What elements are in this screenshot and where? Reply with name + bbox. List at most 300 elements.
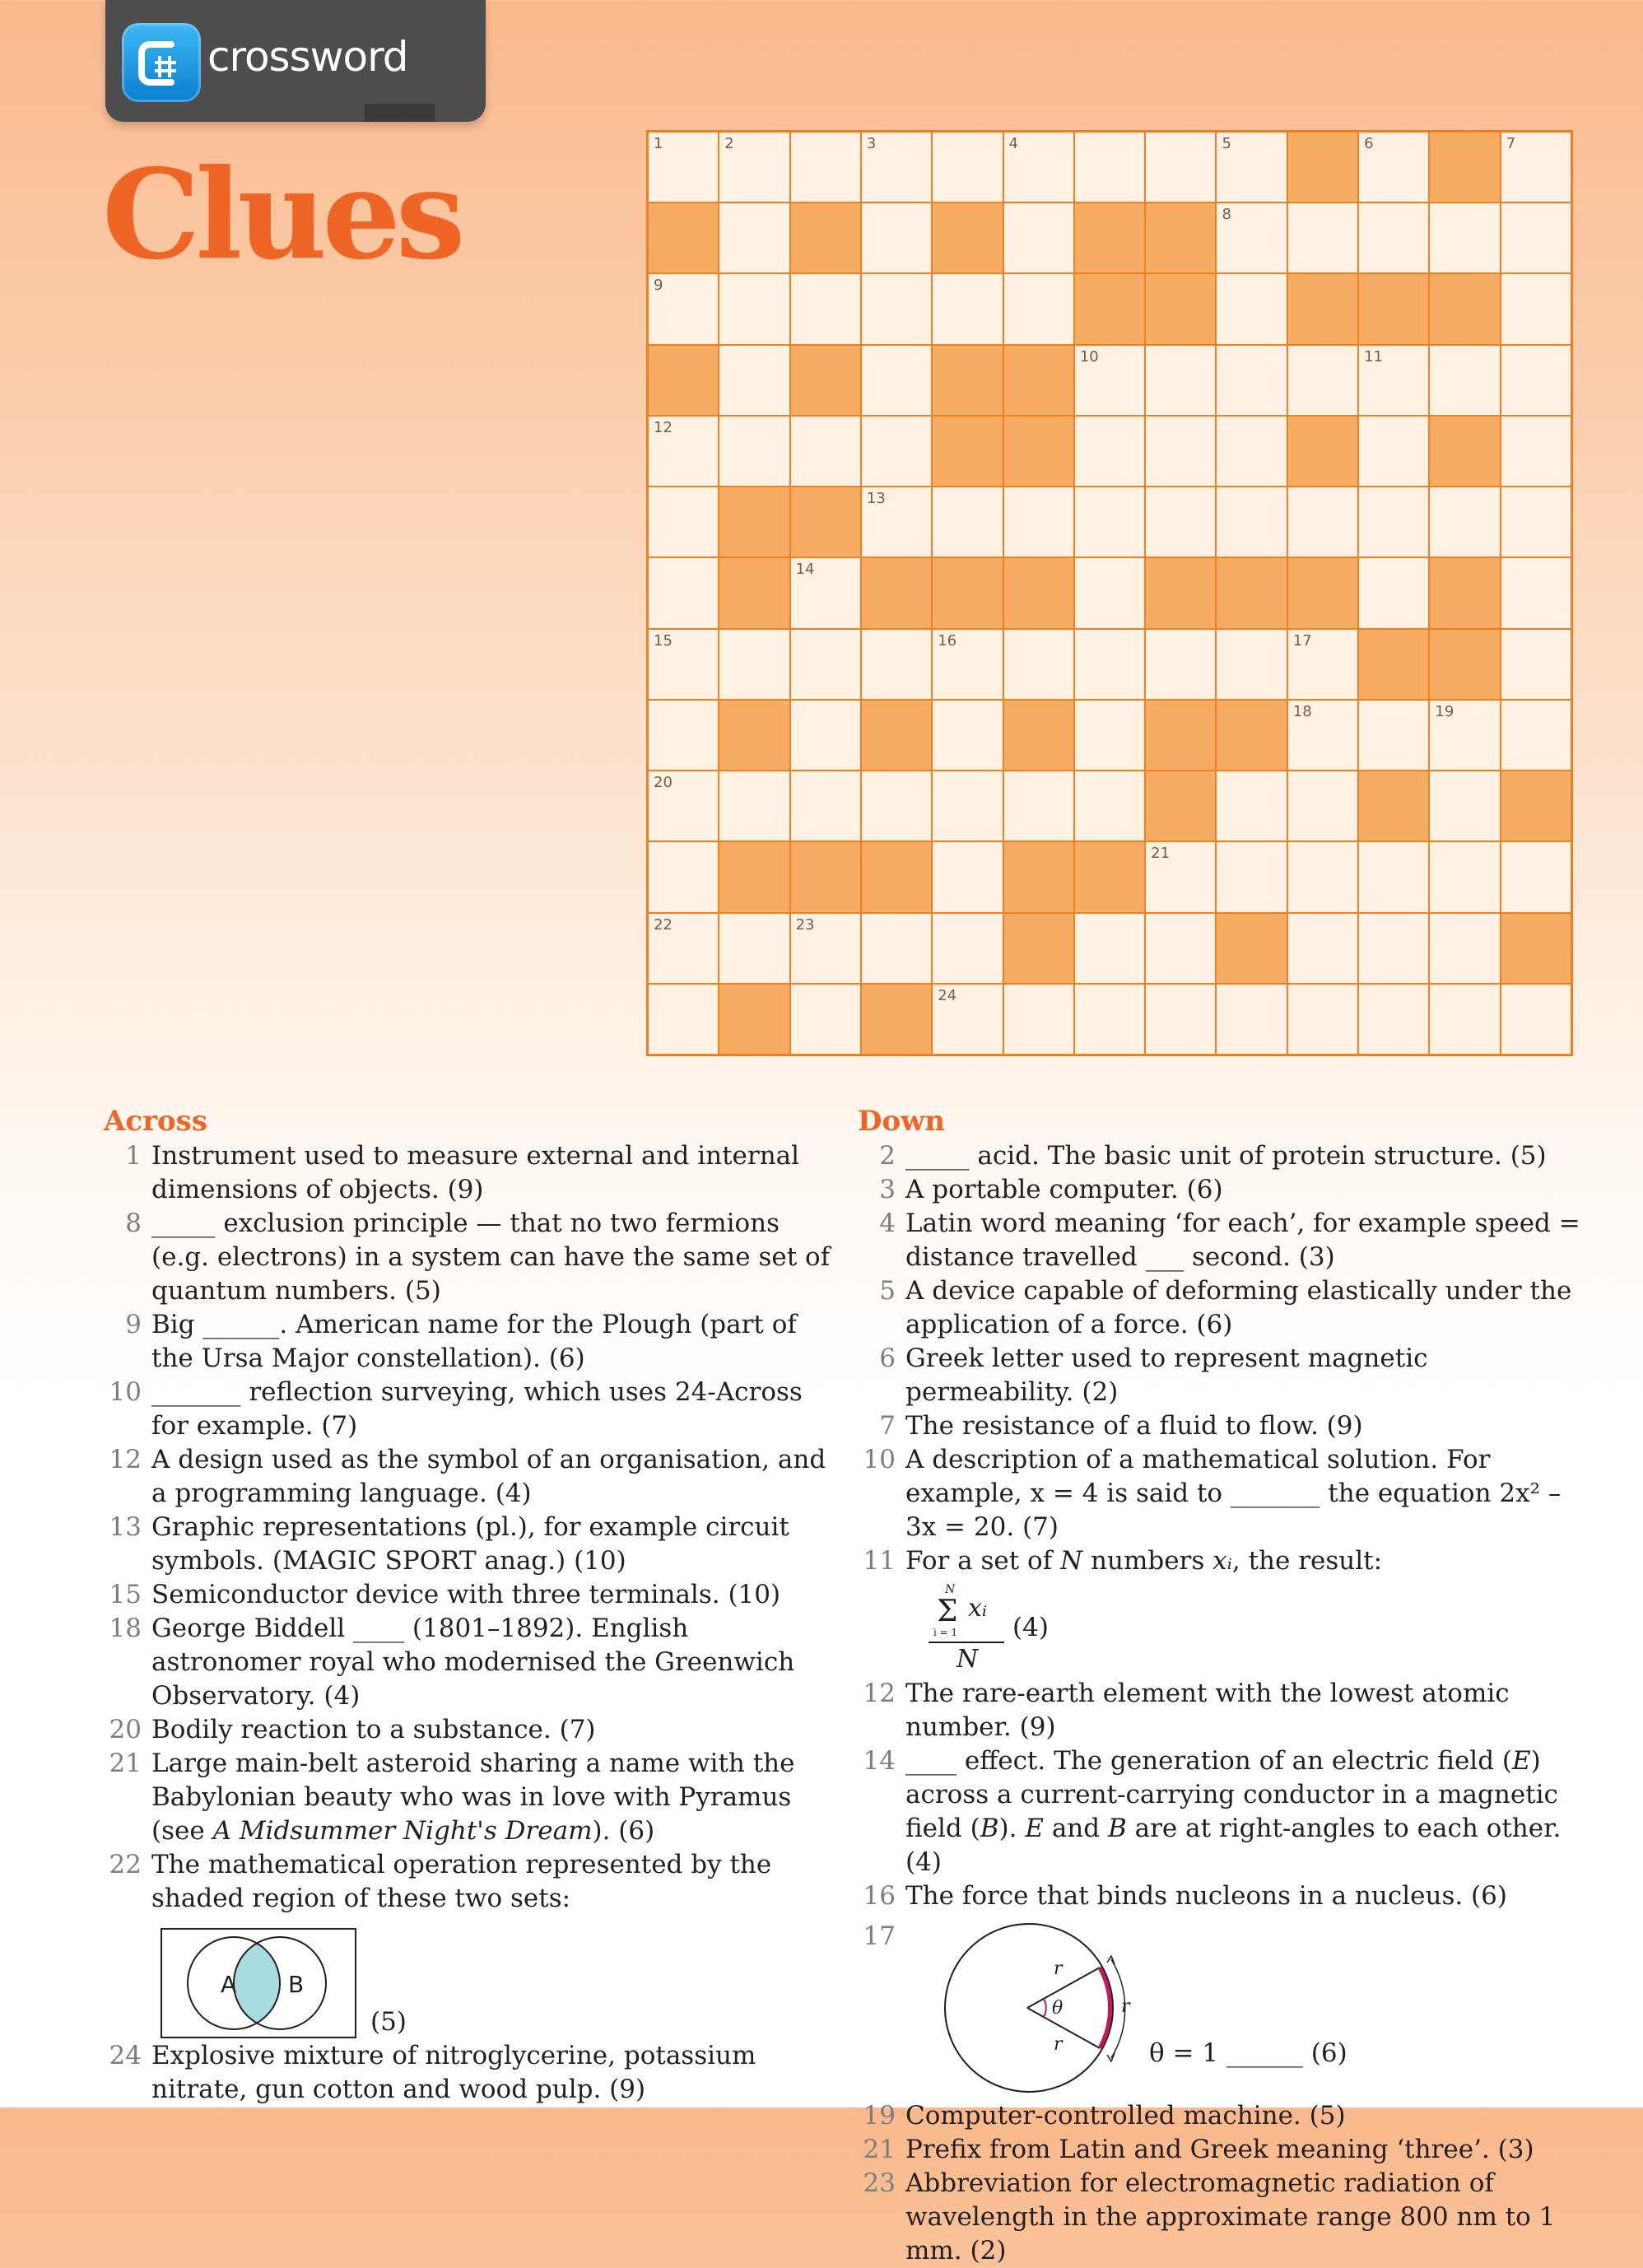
clue-text: Latin word meaning ‘for each’, for example speed = distance travelled ___ second. (3) bbox=[905, 1209, 1580, 1272]
cell-number: 9 bbox=[654, 277, 663, 295]
grid-cell-blocked bbox=[1357, 628, 1430, 701]
clue-text: and bbox=[1043, 1814, 1108, 1843]
clue-number: 8 bbox=[125, 1209, 142, 1238]
grid-cell[interactable] bbox=[1500, 202, 1572, 274]
grid-cell[interactable] bbox=[1428, 912, 1501, 985]
grid-cell[interactable] bbox=[1215, 415, 1287, 487]
header-tab-notch bbox=[365, 104, 435, 122]
grid-cell[interactable] bbox=[1144, 131, 1217, 203]
grid-cell-blocked bbox=[1073, 202, 1146, 274]
grid-cell[interactable] bbox=[1073, 628, 1146, 701]
clue-number: 5 bbox=[879, 1276, 896, 1306]
clue-text: ). bbox=[998, 1814, 1026, 1843]
grid-cell-blocked bbox=[1428, 415, 1501, 487]
clue-length: (5) bbox=[370, 2007, 407, 2037]
grid-cell[interactable] bbox=[931, 486, 1003, 558]
grid-cell[interactable] bbox=[1357, 415, 1430, 487]
clue-number: 24 bbox=[109, 2041, 142, 2070]
clue-text: Abbreviation for electromagnetic radiation of wavelength in the approximate range 800 nm to 1 mm. (2) bbox=[905, 2168, 1556, 2266]
mean-formula-svg bbox=[922, 1581, 1012, 1674]
grid-cell[interactable] bbox=[789, 770, 862, 842]
clue-text: ). (6) bbox=[592, 1816, 655, 1846]
grid-cell[interactable] bbox=[1215, 272, 1287, 345]
clue-text: Explosive mixture of nitroglycerine, potassium nitrate, gun cotton and wood pulp. (9) bbox=[151, 2041, 756, 2104]
grid-cell[interactable] bbox=[647, 770, 719, 842]
clue-number: 12 bbox=[863, 1679, 896, 1708]
clue-text: The force that binds nucleons in a nucleus. (6) bbox=[905, 1881, 1507, 1911]
grid-cell[interactable] bbox=[1073, 699, 1146, 771]
grid-cell[interactable] bbox=[1144, 344, 1217, 417]
clue-number: 17 bbox=[863, 1921, 896, 1951]
clue-text: Large main-belt asteroid sharing a name with the Babylonian beauty who was in love with Pyramus (see bbox=[151, 1749, 795, 1846]
grid-cell-blocked bbox=[789, 202, 862, 274]
grid-cell[interactable] bbox=[718, 770, 790, 842]
down-clue bbox=[858, 1342, 1599, 1409]
grid-cell-blocked bbox=[931, 344, 1003, 417]
grid-cell-blocked bbox=[1003, 557, 1075, 629]
sum-symbol: Σ bbox=[937, 1595, 958, 1628]
grid-cell[interactable] bbox=[1287, 912, 1359, 985]
grid-cell[interactable] bbox=[860, 486, 933, 558]
grid-cell-blocked bbox=[647, 344, 719, 417]
grid-cell[interactable] bbox=[931, 770, 1003, 842]
clue-text: For a set of bbox=[905, 1546, 1061, 1576]
clue-number: 20 bbox=[109, 1715, 142, 1744]
clue-text: Greek letter used to represent magnetic permeability. (2) bbox=[905, 1344, 1428, 1407]
sum-lower-limit: i = 1 bbox=[933, 1627, 958, 1638]
grid-cell[interactable] bbox=[718, 202, 790, 274]
grid-cell[interactable] bbox=[1500, 131, 1572, 203]
radian-diagram bbox=[938, 1920, 1599, 2096]
grid-cell-blocked bbox=[1144, 770, 1217, 842]
across-clue bbox=[104, 1207, 845, 1308]
grid-cell[interactable] bbox=[789, 912, 862, 985]
grid-cell-blocked bbox=[1003, 344, 1075, 417]
down-clue bbox=[858, 1139, 1599, 1173]
venn-label-b: B bbox=[288, 1971, 305, 1998]
grid-cell[interactable] bbox=[1287, 486, 1359, 558]
grid-cell[interactable] bbox=[931, 912, 1003, 985]
grid-cell[interactable] bbox=[1500, 628, 1572, 701]
grid-cell[interactable] bbox=[789, 272, 862, 345]
clue-text-italic: B bbox=[980, 1814, 999, 1843]
grid-cell[interactable] bbox=[647, 486, 719, 558]
grid-cell[interactable] bbox=[1003, 770, 1075, 842]
grid-cell[interactable] bbox=[789, 415, 862, 487]
clue-number: 19 bbox=[863, 2101, 896, 2131]
grid-cell[interactable] bbox=[1215, 131, 1287, 203]
grid-cell[interactable] bbox=[1003, 131, 1075, 203]
grid-cell-blocked bbox=[1500, 770, 1572, 842]
clue-text: ) across a current-carrying conductor in a magnetic field ( bbox=[905, 1746, 1558, 1843]
clue-text-italic: xᵢ bbox=[1212, 1546, 1232, 1576]
grid-cell[interactable] bbox=[1357, 699, 1430, 771]
grid-cell[interactable] bbox=[1073, 415, 1146, 487]
grid-cell[interactable] bbox=[1500, 983, 1572, 1055]
clue-number: 21 bbox=[109, 1749, 142, 1778]
grid-cell[interactable] bbox=[1215, 983, 1287, 1055]
cell-number: 17 bbox=[1292, 631, 1312, 650]
app-name: crossword bbox=[207, 33, 408, 81]
cell-number: 7 bbox=[1506, 135, 1516, 152]
grid-cell[interactable] bbox=[860, 202, 933, 274]
grid-cell[interactable] bbox=[931, 841, 1003, 913]
grid-cell[interactable] bbox=[789, 557, 862, 629]
venn-diagram bbox=[160, 1927, 845, 2039]
clue-text: The mathematical operation represented by the shaded region of these two sets: bbox=[151, 1850, 772, 1913]
grid-cell-blocked bbox=[1003, 699, 1075, 771]
clue-number: 2 bbox=[879, 1141, 896, 1171]
grid-cell[interactable] bbox=[1073, 131, 1146, 203]
grid-cell-blocked bbox=[789, 344, 862, 417]
grid-cell[interactable] bbox=[1144, 983, 1217, 1055]
grid-cell[interactable] bbox=[1428, 699, 1501, 771]
grid-cell-blocked bbox=[1144, 202, 1217, 274]
arrow-head bbox=[1107, 2053, 1115, 2061]
across-clue bbox=[104, 1747, 845, 1848]
grid-cell[interactable] bbox=[789, 131, 862, 203]
cell-number: 21 bbox=[1151, 845, 1171, 863]
radius-label: r bbox=[1054, 1958, 1063, 1979]
clue-text: A description of a mathematical solution. For example, bbox=[905, 1445, 1491, 1508]
grid-cell[interactable] bbox=[1428, 344, 1501, 417]
clue-number: 22 bbox=[109, 1850, 142, 1879]
grid-cell[interactable] bbox=[1073, 486, 1146, 558]
cell-number: 11 bbox=[1364, 347, 1383, 366]
clue-text: _______ reflection surveying, which uses 24-Across for example. (7) bbox=[151, 1377, 803, 1441]
across-clue bbox=[104, 1713, 845, 1747]
arrow-head bbox=[1107, 1956, 1115, 1964]
across-clue bbox=[104, 1139, 845, 1207]
clue-text-italic: E bbox=[1512, 1746, 1531, 1776]
theta-label: θ bbox=[1052, 1998, 1064, 2019]
grid-cell[interactable] bbox=[860, 272, 933, 345]
grid-cell[interactable] bbox=[1215, 202, 1287, 274]
grid-cell-blocked bbox=[718, 983, 790, 1055]
grid-cell[interactable] bbox=[1357, 344, 1430, 417]
down-clue bbox=[858, 1409, 1599, 1443]
grid-cell[interactable] bbox=[1073, 912, 1146, 985]
grid-cell-blocked bbox=[1357, 272, 1430, 345]
grid-cell[interactable] bbox=[1003, 628, 1075, 701]
grid-cell[interactable] bbox=[1428, 841, 1501, 913]
grid-cell[interactable] bbox=[1073, 557, 1146, 629]
grid-cell-blocked bbox=[1428, 272, 1501, 345]
grid-cell[interactable] bbox=[718, 131, 790, 203]
grid-cell[interactable] bbox=[1144, 486, 1217, 558]
grid-cell[interactable] bbox=[860, 912, 933, 985]
across-heading: Across bbox=[104, 1105, 207, 1138]
clue-text-italic: B bbox=[1107, 1814, 1127, 1843]
cell-number: 24 bbox=[938, 986, 957, 1004]
grid-cell-blocked bbox=[931, 202, 1003, 274]
clue-text: Bodily reaction to a substance. (7) bbox=[151, 1715, 596, 1744]
grid-cell-blocked bbox=[931, 557, 1003, 629]
clue-number: 11 bbox=[863, 1546, 896, 1576]
cell-number: 8 bbox=[1222, 206, 1231, 224]
cell-number: 5 bbox=[1222, 135, 1231, 152]
venn-label-a: A bbox=[221, 1971, 237, 1998]
clue-number: 6 bbox=[879, 1344, 896, 1373]
grid-cell[interactable] bbox=[647, 912, 719, 985]
grid-cell[interactable] bbox=[647, 557, 719, 629]
grid-cell-blocked bbox=[1003, 912, 1075, 985]
grid-cell[interactable] bbox=[1500, 699, 1572, 771]
grid-cell[interactable] bbox=[1215, 344, 1287, 417]
grid-cell-blocked bbox=[1428, 628, 1501, 701]
grid-cell[interactable] bbox=[860, 131, 933, 203]
clue-number: 7 bbox=[879, 1411, 896, 1441]
clue-text: The rare-earth element with the lowest atomic number. (9) bbox=[905, 1679, 1510, 1742]
grid-cell-blocked bbox=[931, 415, 1003, 487]
crossword-app-icon bbox=[122, 23, 201, 102]
grid-cell[interactable] bbox=[860, 344, 933, 417]
grid-cell[interactable] bbox=[647, 841, 719, 913]
grid-cell-blocked bbox=[1144, 699, 1217, 771]
clue-length: (4) bbox=[1012, 1612, 1049, 1642]
grid-cell[interactable] bbox=[1287, 628, 1359, 701]
grid-cell[interactable] bbox=[860, 628, 933, 701]
grid-cell[interactable] bbox=[860, 415, 933, 487]
grid-cell[interactable] bbox=[931, 272, 1003, 345]
clue-text: ____ effect. The generation of an electric field ( bbox=[905, 1746, 1512, 1776]
grid-cell[interactable] bbox=[931, 983, 1003, 1055]
grid-cell[interactable] bbox=[1215, 628, 1287, 701]
grid-cell[interactable] bbox=[1500, 344, 1572, 417]
grid-cell-blocked bbox=[789, 486, 862, 558]
grid-cell[interactable] bbox=[1357, 841, 1430, 913]
down-clue bbox=[858, 1677, 1599, 1744]
grid-cell[interactable] bbox=[1428, 202, 1501, 274]
clue-text: are at right-angles to each other. (4) bbox=[905, 1814, 1562, 1877]
grid-cell-blocked bbox=[1500, 912, 1572, 985]
grid-cell-blocked bbox=[860, 557, 933, 629]
clue-text: Graphic representations (pl.), for example circuit symbols. (MAGIC SPORT anag.) (10) bbox=[151, 1512, 789, 1576]
grid-cell[interactable] bbox=[1003, 202, 1075, 274]
grid-cell-blocked bbox=[718, 841, 790, 913]
down-clue-list bbox=[858, 1139, 1599, 2268]
grid-cell-blocked bbox=[1287, 557, 1359, 629]
down-clue bbox=[858, 1207, 1599, 1274]
clue-text: A portable computer. (6) bbox=[905, 1175, 1223, 1204]
clue-text: The resistance of a fluid to flow. (9) bbox=[905, 1411, 1363, 1441]
cell-number: 18 bbox=[1292, 702, 1312, 720]
grid-cell-blocked bbox=[1428, 131, 1501, 203]
cell-number: 12 bbox=[654, 418, 673, 436]
grid-cell-blocked bbox=[1287, 131, 1359, 203]
grid-cell[interactable] bbox=[1073, 983, 1146, 1055]
down-clue bbox=[858, 2099, 1599, 2133]
grid-cell[interactable] bbox=[1073, 770, 1146, 842]
cell-number: 19 bbox=[1435, 702, 1454, 720]
clue-text-italic: N bbox=[1060, 1546, 1083, 1576]
clue-text: Big ______. American name for the Plough (part of the Ursa Major constellation). (6) bbox=[151, 1310, 797, 1373]
grid-cell[interactable] bbox=[1428, 770, 1501, 842]
across-clue bbox=[104, 1578, 845, 1612]
clue-number: 9 bbox=[125, 1310, 142, 1339]
cell-number: 15 bbox=[654, 631, 673, 650]
clue-text: _____ acid. The basic unit of protein structure. (5) bbox=[905, 1141, 1547, 1171]
across-clue-list bbox=[104, 1139, 845, 2107]
grid-cell-blocked bbox=[1357, 770, 1430, 842]
grid-cell[interactable] bbox=[1287, 344, 1359, 417]
grid-cell[interactable] bbox=[1428, 983, 1501, 1055]
grid-cell[interactable] bbox=[1003, 486, 1075, 558]
grid-cell[interactable] bbox=[1287, 983, 1359, 1055]
grid-cell[interactable] bbox=[1500, 486, 1572, 558]
down-clue bbox=[858, 1879, 1599, 1913]
grid-cell[interactable] bbox=[718, 272, 790, 345]
down-clue bbox=[858, 1544, 1599, 1674]
clue-text: Instrument used to measure external and internal dimensions of objects. (9) bbox=[151, 1141, 800, 1204]
grid-cell-blocked bbox=[1428, 557, 1501, 629]
grid-cell[interactable] bbox=[718, 912, 790, 985]
grid-cell-blocked bbox=[718, 557, 790, 629]
sum-upper-limit: N bbox=[945, 1583, 956, 1596]
across-clue bbox=[104, 1376, 845, 1443]
grid-cell-blocked bbox=[718, 486, 790, 558]
down-clue bbox=[858, 1744, 1599, 1879]
grid-cell[interactable] bbox=[1357, 486, 1430, 558]
grid-cell[interactable] bbox=[647, 415, 719, 487]
grid-cell-blocked bbox=[1003, 841, 1075, 913]
across-clue bbox=[104, 2039, 845, 2107]
radius-label: r bbox=[1054, 2034, 1063, 2055]
grid-cell[interactable] bbox=[1003, 983, 1075, 1055]
across-clue bbox=[104, 1612, 845, 1713]
grid-cell[interactable] bbox=[647, 272, 719, 345]
grid-cell[interactable] bbox=[718, 415, 790, 487]
down-clue bbox=[858, 2167, 1599, 2268]
across-clue bbox=[104, 1848, 845, 2039]
grid-cell[interactable] bbox=[1215, 841, 1287, 913]
grid-cell-blocked bbox=[1287, 415, 1359, 487]
page-title: Clues bbox=[102, 142, 461, 287]
grid-cell[interactable] bbox=[1357, 912, 1430, 985]
grid-cell[interactable] bbox=[931, 699, 1003, 771]
cell-number: 16 bbox=[938, 631, 957, 650]
grid-cell[interactable] bbox=[1500, 841, 1572, 913]
grid-cell[interactable] bbox=[1500, 557, 1572, 629]
cell-number: 23 bbox=[795, 915, 815, 934]
radian-diagram-svg bbox=[938, 1920, 1144, 2096]
grid-cell[interactable] bbox=[718, 628, 790, 701]
grid-cell[interactable] bbox=[647, 983, 719, 1055]
arc-label: r bbox=[1121, 1996, 1130, 2017]
grid-cell[interactable] bbox=[1287, 202, 1359, 274]
grid-cell[interactable] bbox=[647, 699, 719, 771]
grid-cell[interactable] bbox=[1428, 486, 1501, 558]
grid-cell[interactable] bbox=[1357, 202, 1430, 274]
grid-cell-blocked bbox=[1215, 699, 1287, 771]
grid-cell[interactable] bbox=[789, 628, 862, 701]
clue-number: 12 bbox=[109, 1445, 142, 1474]
down-clue bbox=[858, 1920, 1599, 2096]
cell-number: 2 bbox=[724, 135, 734, 152]
grid-cell[interactable] bbox=[1144, 415, 1217, 487]
grid-cell[interactable] bbox=[1357, 131, 1430, 203]
grid-cell[interactable] bbox=[1500, 415, 1572, 487]
down-clue bbox=[858, 2133, 1599, 2167]
clue-text: numbers bbox=[1082, 1546, 1213, 1576]
clue-text-italic: A Midsummer Night's Dream bbox=[212, 1816, 593, 1846]
grid-cell-blocked bbox=[860, 699, 933, 771]
grid-cell[interactable] bbox=[1215, 770, 1287, 842]
clue-text: A device capable of deforming elastically under the application of a force. (6) bbox=[905, 1276, 1572, 1339]
grid-cell[interactable] bbox=[718, 344, 790, 417]
down-clue bbox=[858, 1443, 1599, 1544]
grid-cell[interactable] bbox=[860, 770, 933, 842]
clue-number: 1 bbox=[125, 1141, 142, 1171]
cell-number: 3 bbox=[866, 135, 877, 152]
across-clue bbox=[104, 1443, 845, 1511]
grid-cell-blocked bbox=[1003, 415, 1075, 487]
clue-text: Computer-controlled machine. (5) bbox=[905, 2101, 1346, 2131]
grid-cell[interactable] bbox=[1003, 272, 1075, 345]
sum-term: xᵢ bbox=[968, 1594, 987, 1623]
crossword-grid[interactable] bbox=[646, 130, 1573, 1056]
clue-text: _____ exclusion principle — that no two fermions (e.g. electrons) in a system can have the same set of quantum numbers. (5) bbox=[151, 1209, 831, 1306]
clue-text-italic: E bbox=[1025, 1814, 1044, 1843]
grid-cell[interactable] bbox=[1287, 841, 1359, 913]
clue-number: 13 bbox=[109, 1512, 142, 1542]
grid-cell[interactable] bbox=[1287, 770, 1359, 842]
cell-number: 22 bbox=[654, 915, 673, 934]
grid-cell-blocked bbox=[860, 983, 933, 1055]
grid-cell[interactable] bbox=[1215, 486, 1287, 558]
cell-number: 14 bbox=[795, 561, 815, 579]
grid-cell[interactable] bbox=[1073, 344, 1146, 417]
grid-cell-blocked bbox=[1144, 557, 1217, 629]
grid-cell[interactable] bbox=[931, 131, 1003, 203]
grid-cell[interactable] bbox=[1144, 912, 1217, 985]
clue-number: 16 bbox=[863, 1881, 896, 1911]
cell-number: 13 bbox=[866, 490, 886, 508]
clue-number: 23 bbox=[863, 2168, 896, 2198]
grid-cell[interactable] bbox=[931, 628, 1003, 701]
grid-cell-blocked bbox=[1144, 272, 1217, 345]
cell-number: 4 bbox=[1008, 135, 1018, 152]
radian-equation: θ = 1 ______ (6) bbox=[1149, 2037, 1347, 2068]
mean-formula bbox=[922, 1581, 1599, 1674]
across-clue bbox=[104, 1308, 845, 1376]
grid-cell[interactable] bbox=[1500, 272, 1572, 345]
grid-cell[interactable] bbox=[647, 131, 719, 203]
grid-cell[interactable] bbox=[1144, 628, 1217, 701]
cell-number: 6 bbox=[1364, 135, 1374, 152]
grid-cell[interactable] bbox=[789, 983, 862, 1055]
clue-number: 3 bbox=[879, 1175, 896, 1204]
grid-cell-blocked bbox=[1287, 272, 1359, 345]
down-clue bbox=[858, 1173, 1599, 1207]
clue-text: Semiconductor device with three terminals. (10) bbox=[151, 1580, 781, 1609]
grid-cell[interactable] bbox=[789, 699, 862, 771]
clue-text: x = 4 is said to _______ the equation 2x² – 3x = 20. (7) bbox=[905, 1479, 1562, 1542]
cell-number: 20 bbox=[654, 774, 673, 792]
clue-number: 4 bbox=[879, 1209, 896, 1238]
clue-text: George Biddell ____ (1801–1892). English astronomer royal who modernised the Greenwich Observatory. (4) bbox=[151, 1614, 795, 1711]
grid-cell[interactable] bbox=[1357, 983, 1430, 1055]
clue-number: 10 bbox=[109, 1377, 142, 1407]
grid-cell[interactable] bbox=[647, 628, 719, 701]
grid-cell[interactable] bbox=[1144, 841, 1217, 913]
clue-number: 14 bbox=[863, 1746, 896, 1776]
down-clue bbox=[858, 1274, 1599, 1342]
grid-cell[interactable] bbox=[1357, 557, 1430, 629]
venn-diagram-svg bbox=[160, 1927, 357, 2039]
clue-text: A design used as the symbol of an organisation, and a programming language. (4) bbox=[151, 1445, 826, 1508]
grid-cell[interactable] bbox=[1287, 699, 1359, 771]
